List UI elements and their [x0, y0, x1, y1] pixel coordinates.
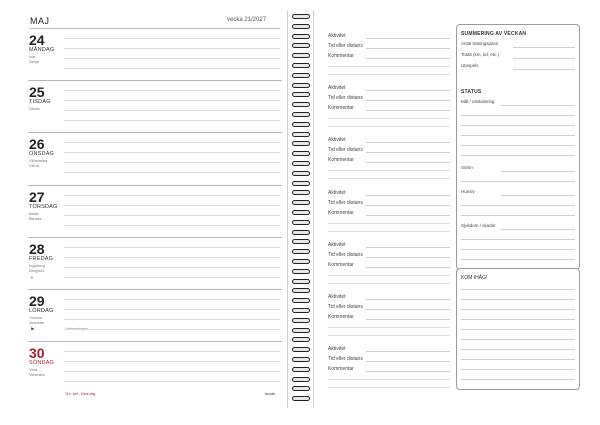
field-underline — [366, 48, 450, 49]
ring-icon — [292, 220, 310, 225]
ring-icon — [292, 181, 310, 186]
writing-line[interactable] — [64, 309, 280, 310]
writing-line[interactable] — [328, 275, 450, 276]
field-underline — [366, 195, 450, 196]
spiral-ring — [290, 318, 312, 324]
field-underline — [366, 205, 450, 206]
writing-line[interactable] — [461, 359, 575, 360]
time-distance-field-label: Tid eller distans — [328, 147, 363, 154]
field-underline — [366, 215, 450, 216]
ring-icon — [292, 288, 310, 293]
summary-field-input[interactable] — [513, 69, 575, 70]
spiral-ring — [290, 377, 312, 383]
writing-line[interactable] — [64, 205, 280, 206]
summary-field-input[interactable] — [513, 58, 575, 59]
name-day-list: Vilhelmina Vilma — [29, 158, 48, 169]
spiral-ring — [290, 269, 312, 275]
workout-entry — [328, 185, 454, 237]
writing-line[interactable] — [64, 299, 280, 300]
writing-line[interactable] — [328, 283, 450, 284]
writing-line[interactable] — [64, 277, 280, 278]
comment-field-label: Kommentar — [328, 366, 354, 373]
remember-title: KOM IHÅG! — [461, 275, 488, 281]
remember-box — [456, 268, 580, 390]
writing-line[interactable] — [64, 162, 280, 163]
comment-field[interactable] — [328, 366, 450, 372]
day-block — [20, 185, 288, 237]
spiral-ring — [290, 239, 312, 245]
writing-line[interactable] — [64, 58, 280, 59]
writing-line[interactable] — [461, 339, 575, 340]
ring-icon — [292, 269, 310, 274]
field-underline — [366, 90, 450, 91]
writing-line[interactable] — [461, 135, 575, 136]
day-block — [20, 237, 288, 289]
ring-icon — [292, 92, 310, 97]
spiral-ring — [290, 112, 312, 118]
day-name: LÖRDAG — [29, 308, 54, 314]
name-day-list: Ingeborg Borghild — [29, 262, 45, 273]
summary-field-label: Antal träningspass — [461, 41, 499, 46]
ring-icon — [292, 337, 310, 342]
activity-field-label: Aktivitet — [328, 189, 346, 196]
comment-field-label: Kommentar — [328, 314, 354, 320]
comment-field[interactable] — [328, 105, 450, 111]
spiral-ring — [290, 24, 312, 30]
writing-line[interactable] — [64, 142, 280, 143]
writing-line[interactable] — [64, 247, 280, 248]
day-number: 28 — [29, 240, 45, 257]
spiral-ring — [290, 102, 312, 108]
comment-field[interactable] — [328, 157, 450, 163]
spiral-ring — [290, 210, 312, 216]
week-label: vecka 21/2027 — [227, 17, 267, 23]
spiral-ring — [290, 308, 312, 314]
day-block — [20, 289, 288, 341]
month-label: MAJ — [30, 16, 50, 26]
left-page — [20, 10, 288, 408]
ring-icon — [292, 239, 310, 244]
spiral-ring — [290, 92, 312, 98]
field-underline — [366, 142, 450, 143]
status-field-label: Mål / utvärdering — [461, 99, 495, 104]
ring-icon — [292, 298, 310, 303]
writing-line[interactable] — [461, 309, 575, 310]
writing-line[interactable] — [461, 259, 575, 260]
activity-field-label: Aktivitet — [328, 294, 346, 300]
spiral-ring — [290, 122, 312, 128]
spiral-ring — [290, 259, 312, 265]
ring-icon — [292, 34, 310, 39]
comment-field[interactable] — [328, 314, 450, 320]
writing-line[interactable] — [64, 48, 280, 49]
spiral-ring — [290, 230, 312, 236]
writing-line[interactable] — [461, 205, 575, 206]
writing-line[interactable] — [64, 319, 280, 320]
activity-field-label: Aktivitet — [328, 85, 346, 92]
writing-line[interactable] — [64, 329, 280, 330]
activity-field[interactable] — [328, 190, 450, 196]
day-name: FREDAG — [29, 255, 54, 262]
writing-line[interactable] — [64, 90, 280, 91]
spiral-ring — [290, 347, 312, 353]
summary-title: SUMMERING AV VECKAN — [461, 31, 527, 37]
time-distance-field[interactable] — [328, 43, 450, 49]
writing-line[interactable] — [461, 215, 575, 216]
activity-field[interactable] — [328, 137, 450, 143]
day-separator — [28, 80, 282, 81]
writing-line[interactable] — [461, 239, 575, 240]
writing-line[interactable] — [328, 118, 450, 119]
field-underline — [366, 361, 450, 362]
workout-entry — [328, 80, 454, 132]
status-field-input[interactable] — [501, 171, 575, 172]
workout-entry — [328, 28, 454, 80]
name-day-list: Urban — [29, 106, 40, 112]
day-separator — [28, 237, 282, 238]
comment-field-label: Kommentar — [328, 261, 354, 268]
spiral-ring — [290, 200, 312, 206]
ring-icon — [292, 63, 310, 68]
writing-line[interactable] — [328, 231, 450, 232]
name-day-list: Vera Veronika — [29, 367, 45, 378]
spiral-ring — [290, 279, 312, 285]
field-underline — [366, 38, 450, 39]
status-field-label: Hunslv — [461, 189, 475, 194]
spiral-ring — [290, 357, 312, 363]
field-underline — [366, 152, 450, 153]
ring-icon — [292, 43, 310, 48]
brand-logo: burde — [265, 391, 276, 396]
writing-line[interactable] — [64, 257, 280, 258]
ring-icon — [292, 279, 310, 284]
activity-field-label: Aktivitet — [328, 241, 346, 248]
field-underline — [366, 299, 450, 300]
writing-line[interactable] — [64, 267, 280, 268]
writing-line[interactable] — [461, 145, 575, 146]
time-distance-field-label: Tid eller distans — [328, 95, 363, 102]
ring-icon — [292, 73, 310, 78]
day-number: 30 — [29, 345, 45, 362]
writing-line[interactable] — [64, 351, 280, 352]
spiral-ring — [290, 141, 312, 147]
spiral-ring — [290, 386, 312, 392]
writing-line[interactable] — [64, 100, 280, 101]
summary-field-label: Totalt (km, tid, etc.) — [461, 52, 500, 57]
ring-icon — [292, 83, 310, 88]
activity-field[interactable] — [328, 346, 450, 352]
writing-line[interactable] — [64, 381, 280, 382]
ring-icon — [292, 122, 310, 127]
writing-line[interactable] — [461, 289, 575, 290]
writing-line[interactable] — [64, 152, 280, 153]
field-underline — [366, 267, 450, 268]
comment-field-label: Kommentar — [328, 53, 354, 59]
spiral-ring — [290, 249, 312, 255]
day-separator — [28, 132, 282, 133]
time-distance-field[interactable] — [328, 252, 450, 258]
status-field-input[interactable] — [501, 105, 575, 106]
activity-field-label: Aktivitet — [328, 137, 346, 144]
writing-line[interactable] — [328, 327, 450, 328]
writing-line[interactable] — [64, 371, 280, 372]
status-title: STATUS — [461, 89, 482, 95]
time-distance-field[interactable] — [328, 95, 450, 101]
day-name: ONSDAG — [29, 151, 55, 158]
ring-icon — [292, 318, 310, 323]
ring-icon — [292, 347, 310, 352]
workout-entry — [328, 341, 454, 393]
status-field-input[interactable] — [501, 229, 575, 230]
spiral-ring — [290, 63, 312, 69]
spiral-ring — [290, 43, 312, 49]
day-separator — [28, 185, 282, 186]
time-distance-field-label: Tid eller distans — [328, 356, 363, 363]
spiral-ring — [290, 171, 312, 177]
writing-line[interactable] — [64, 38, 280, 39]
time-distance-field-label: Tid eller distans — [328, 251, 363, 258]
writing-line[interactable] — [461, 299, 575, 300]
field-underline — [366, 247, 450, 248]
ring-icon — [292, 210, 310, 215]
writing-line[interactable] — [64, 120, 280, 121]
field-underline — [366, 110, 450, 111]
spiral-ring — [290, 337, 312, 343]
day-separator — [28, 341, 282, 342]
writing-line[interactable] — [64, 195, 280, 196]
writing-line[interactable] — [461, 155, 575, 156]
activity-field-label: Aktivitet — [328, 346, 346, 353]
writing-line[interactable] — [461, 319, 575, 320]
workout-entry — [328, 237, 454, 289]
time-distance-field[interactable] — [328, 356, 450, 362]
spiral-ring — [290, 396, 312, 402]
summary-field-input[interactable] — [513, 47, 575, 48]
ring-icon — [292, 308, 310, 313]
ring-icon — [292, 357, 310, 362]
day-block — [20, 28, 288, 80]
day-number: 25 — [29, 84, 45, 101]
writing-line[interactable] — [328, 379, 450, 380]
day-number: 26 — [29, 136, 45, 153]
writing-line[interactable] — [461, 125, 575, 126]
day-name: MÅNDAG — [29, 47, 55, 53]
spiral-ring — [290, 161, 312, 167]
ring-icon — [292, 102, 310, 107]
ring-icon — [292, 171, 310, 176]
summary-box — [456, 24, 580, 270]
spiral-ring — [290, 14, 312, 20]
time-distance-field[interactable] — [328, 147, 450, 153]
day-number: 24 — [29, 32, 45, 48]
field-underline — [366, 309, 450, 310]
writing-line[interactable] — [64, 172, 280, 173]
status-field-label: Sjukdom / skador — [461, 223, 496, 228]
day-name: TORSDAG — [29, 203, 58, 210]
field-underline — [366, 162, 450, 163]
ring-icon — [292, 161, 310, 166]
field-underline — [366, 351, 450, 352]
writing-line[interactable] — [64, 68, 280, 69]
day-separator — [28, 289, 282, 290]
spiral-ring — [290, 181, 312, 187]
field-underline — [366, 100, 450, 101]
writing-line[interactable] — [461, 181, 575, 182]
writing-line[interactable] — [328, 178, 450, 179]
comment-field[interactable] — [328, 262, 450, 268]
field-underline — [366, 257, 450, 258]
activity-field[interactable] — [328, 85, 450, 91]
writing-line[interactable] — [461, 349, 575, 350]
name-day-list: Ivar Vanja — [29, 54, 39, 64]
day-block — [20, 80, 288, 132]
time-distance-field-label: Tid eller distans — [328, 199, 363, 206]
writing-line[interactable] — [328, 74, 450, 75]
spiral-ring — [290, 190, 312, 196]
comment-field-label: Kommentar — [328, 157, 354, 164]
ring-icon — [292, 132, 310, 137]
ring-icon — [292, 328, 310, 333]
field-underline — [366, 319, 450, 320]
ring-icon — [292, 53, 310, 58]
writing-line[interactable] — [64, 215, 280, 216]
spiral-ring — [290, 151, 312, 157]
name-day-list: Yvonne Jeanette — [29, 315, 45, 325]
time-distance-field[interactable] — [328, 200, 450, 206]
writing-line[interactable] — [461, 379, 575, 380]
ring-icon — [292, 249, 310, 254]
writing-line[interactable] — [64, 361, 280, 362]
field-underline — [366, 58, 450, 59]
time-distance-field[interactable] — [328, 304, 450, 310]
ring-icon — [292, 230, 310, 235]
comment-field-label: Kommentar — [328, 105, 354, 112]
workout-entry — [328, 132, 454, 184]
right-page — [313, 10, 583, 408]
summary-field-label: Utespels — [461, 63, 479, 68]
time-distance-field-label: Tid eller distans — [328, 43, 363, 49]
writing-line[interactable] — [461, 249, 575, 250]
spiral-ring — [290, 34, 312, 40]
activity-field[interactable] — [328, 294, 450, 300]
comment-field[interactable] — [328, 210, 450, 216]
spiral-ring — [290, 367, 312, 373]
spiral-ring — [290, 298, 312, 304]
status-field-input[interactable] — [501, 195, 575, 196]
spiral-ring — [290, 83, 312, 89]
ring-icon — [292, 112, 310, 117]
field-underline — [366, 371, 450, 372]
ring-icon — [292, 386, 310, 391]
writing-line[interactable] — [328, 170, 450, 171]
ring-icon — [292, 190, 310, 195]
writing-line[interactable] — [461, 329, 575, 330]
comment-field[interactable] — [328, 53, 450, 59]
flag-icon: ⚑ — [30, 327, 35, 333]
comment-field-label: Kommentar — [328, 209, 354, 216]
ring-icon — [292, 377, 310, 382]
status-field-label: Sömn — [461, 165, 473, 170]
activity-field-label: Aktivitet — [328, 33, 346, 39]
activity-field[interactable] — [328, 242, 450, 248]
writing-line[interactable] — [328, 335, 450, 336]
writing-line[interactable] — [64, 110, 280, 111]
writing-line[interactable] — [461, 115, 575, 116]
spiral-ring — [290, 220, 312, 226]
day-number: 29 — [29, 293, 45, 309]
writing-line[interactable] — [328, 126, 450, 127]
ring-icon — [292, 200, 310, 205]
spiral-ring — [290, 73, 312, 79]
activity-field[interactable] — [328, 33, 450, 39]
day-name: TISDAG — [29, 99, 51, 106]
ring-icon — [292, 14, 310, 19]
time-distance-field-label: Tid eller distans — [328, 304, 363, 310]
spiral-ring — [290, 288, 312, 294]
writing-line[interactable] — [461, 369, 575, 370]
name-day-list: Beda Blenda — [29, 210, 42, 221]
ring-icon — [292, 141, 310, 146]
spiral-ring — [290, 328, 312, 334]
day-name: SÖNDAG — [29, 360, 55, 367]
writing-line[interactable] — [328, 223, 450, 224]
moon-icon: ◑ — [30, 274, 34, 281]
workout-entry — [328, 289, 454, 341]
ring-icon — [292, 24, 310, 29]
writing-line[interactable] — [328, 387, 450, 388]
footer-note: 5 e. tref., Mors dag — [66, 392, 96, 396]
spiral-ring — [290, 53, 312, 59]
ring-icon — [292, 396, 310, 401]
ring-icon — [292, 367, 310, 372]
writing-line[interactable] — [64, 225, 280, 226]
writing-line[interactable] — [328, 66, 450, 67]
day-block — [20, 341, 288, 393]
day-number: 27 — [29, 188, 45, 205]
day-block — [20, 132, 288, 184]
ring-icon — [292, 151, 310, 156]
ring-icon — [292, 259, 310, 264]
spiral-ring — [290, 132, 312, 138]
